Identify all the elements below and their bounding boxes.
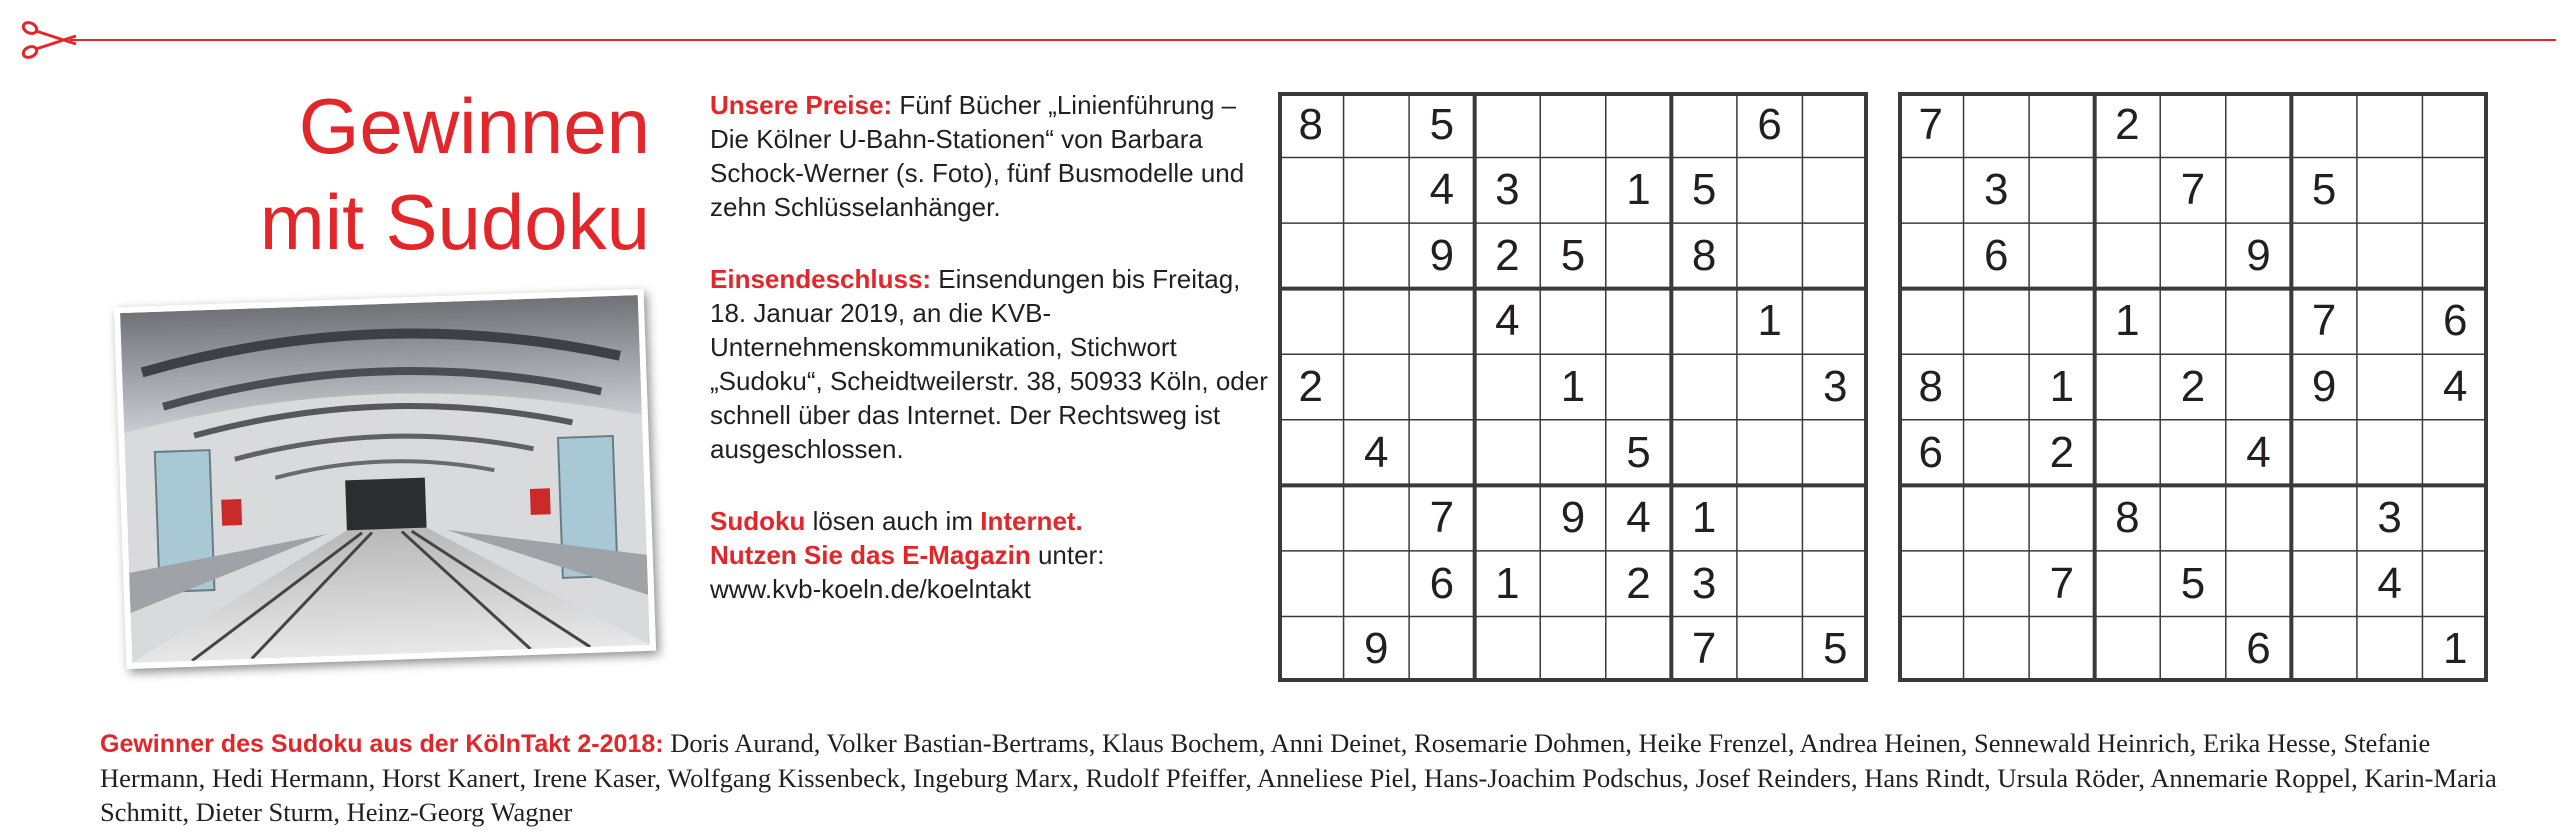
sudoku-cell[interactable]: 2 bbox=[2115, 99, 2140, 149]
sudoku-cell[interactable] bbox=[1737, 485, 1803, 551]
subway-station-image bbox=[120, 295, 650, 663]
sudoku-cell[interactable] bbox=[1802, 158, 1868, 224]
sudoku-cell[interactable]: 5 bbox=[1822, 624, 1848, 674]
sudoku-cell[interactable]: 2 bbox=[1495, 230, 1520, 280]
sudoku-cell[interactable] bbox=[2357, 158, 2423, 224]
sudoku-cell[interactable]: 3 bbox=[1691, 558, 1717, 608]
prizes-label: Unsere Preise: bbox=[710, 90, 893, 120]
sudoku-cell[interactable] bbox=[1344, 289, 1410, 355]
sudoku-cell[interactable]: 5 bbox=[2180, 558, 2206, 608]
sudoku-cell[interactable]: 1 bbox=[2049, 361, 2075, 411]
station-photo bbox=[114, 289, 656, 669]
sudoku-cell[interactable] bbox=[2422, 551, 2488, 617]
sudoku-cell[interactable] bbox=[1409, 616, 1475, 682]
sudoku-cell[interactable] bbox=[1802, 92, 1868, 158]
sudoku-cell[interactable] bbox=[1964, 616, 2030, 682]
sudoku-cell[interactable]: 4 bbox=[1429, 165, 1455, 215]
online-text-1: lösen auch im bbox=[805, 506, 981, 536]
online-internet-word: Internet. bbox=[980, 506, 1083, 536]
sudoku-cell[interactable] bbox=[1898, 289, 1964, 355]
sudoku-cell[interactable] bbox=[1540, 616, 1606, 682]
info-text bbox=[710, 88, 1270, 644]
sudoku-cell[interactable] bbox=[2357, 616, 2423, 682]
sudoku-cell[interactable] bbox=[1737, 420, 1803, 486]
sudoku-cell[interactable]: 2 bbox=[1298, 361, 1323, 411]
sudoku-cell[interactable] bbox=[1898, 223, 1964, 289]
sudoku-cell[interactable] bbox=[2291, 420, 2357, 486]
sudoku-cell[interactable] bbox=[1278, 485, 1344, 551]
sudoku-cell[interactable] bbox=[2095, 420, 2161, 486]
sudoku-cell[interactable] bbox=[2160, 289, 2226, 355]
sudoku-cell[interactable] bbox=[2029, 289, 2095, 355]
sudoku-cell[interactable] bbox=[2226, 158, 2292, 224]
sudoku-cell[interactable] bbox=[2029, 616, 2095, 682]
sudoku-cell[interactable]: 5 bbox=[1560, 230, 1586, 280]
sudoku-cell[interactable]: 2 bbox=[1626, 558, 1651, 608]
sudoku-cell[interactable]: 7 bbox=[1429, 493, 1455, 543]
sudoku-cell[interactable]: 4 bbox=[2377, 558, 2402, 608]
deadline-paragraph bbox=[710, 262, 1270, 466]
sudoku-cell[interactable] bbox=[2160, 616, 2226, 682]
sudoku-cell[interactable] bbox=[1540, 92, 1606, 158]
sudoku-cell[interactable] bbox=[2160, 223, 2226, 289]
sudoku-cell[interactable]: 3 bbox=[2377, 493, 2402, 543]
sudoku-cell[interactable]: 2 bbox=[2049, 427, 2075, 477]
sudoku-cell[interactable]: 1 bbox=[1560, 361, 1586, 411]
sudoku-cell[interactable] bbox=[1540, 420, 1606, 486]
sudoku-cell[interactable]: 4 bbox=[1495, 296, 1520, 346]
sudoku-cell[interactable] bbox=[1898, 616, 1964, 682]
sudoku-cell[interactable]: 7 bbox=[2049, 558, 2075, 608]
scissors-icon bbox=[18, 14, 78, 64]
deadline-text: Einsendungen bis Freitag, 18. Januar 2019, an die KVB-Unternehmenskommunikation, Stichwort „Sudoku“, Scheidtweilerstr. 38, 50933 Köln, oder schnell über das Internet. Der Rechtsweg ist ausgeschlossen. bbox=[710, 264, 1268, 464]
sudoku-cell[interactable] bbox=[2357, 92, 2423, 158]
sudoku-cell[interactable]: 6 bbox=[2442, 296, 2468, 346]
sudoku-cell[interactable]: 5 bbox=[1429, 99, 1455, 149]
sudoku-cell[interactable] bbox=[1737, 616, 1803, 682]
sudoku-cell[interactable]: 1 bbox=[1691, 493, 1717, 543]
sudoku-cell[interactable] bbox=[1475, 485, 1541, 551]
winners-label: Gewinner des Sudoku aus der KölnTakt 2-2018: bbox=[100, 730, 664, 758]
sudoku-cell[interactable]: 7 bbox=[1918, 99, 1943, 149]
sudoku-cell[interactable]: 5 bbox=[2311, 165, 2337, 215]
sudoku-cell[interactable] bbox=[2029, 223, 2095, 289]
sudoku-cell[interactable] bbox=[2291, 92, 2357, 158]
sudoku-grid-2 bbox=[1898, 92, 2488, 682]
sudoku-cell[interactable] bbox=[1802, 420, 1868, 486]
sudoku-cell[interactable] bbox=[1475, 354, 1541, 420]
sudoku-cell[interactable] bbox=[1737, 551, 1803, 617]
sudoku-cell[interactable] bbox=[1964, 485, 2030, 551]
sudoku-cell[interactable] bbox=[1671, 354, 1737, 420]
sudoku-cell[interactable] bbox=[1344, 485, 1410, 551]
sudoku-cell[interactable] bbox=[1475, 92, 1541, 158]
sudoku-cell[interactable] bbox=[2226, 354, 2292, 420]
sudoku-cell[interactable]: 7 bbox=[2311, 296, 2337, 346]
sudoku-cell[interactable] bbox=[1278, 551, 1344, 617]
sudoku-cell[interactable] bbox=[2029, 158, 2095, 224]
sudoku-cell[interactable]: 8 bbox=[2115, 493, 2140, 543]
sudoku-cell[interactable] bbox=[1671, 289, 1737, 355]
sudoku-cell[interactable] bbox=[1344, 223, 1410, 289]
sudoku-cell[interactable] bbox=[1964, 354, 2030, 420]
sudoku-cell[interactable] bbox=[2422, 485, 2488, 551]
sudoku-cell[interactable]: 3 bbox=[1495, 165, 1520, 215]
sudoku-cell[interactable] bbox=[1737, 223, 1803, 289]
sudoku-cell[interactable] bbox=[1344, 92, 1410, 158]
sudoku-cell[interactable] bbox=[1802, 551, 1868, 617]
sudoku-cell[interactable] bbox=[2226, 551, 2292, 617]
sudoku-cell[interactable] bbox=[2095, 354, 2161, 420]
sudoku-cell[interactable]: 4 bbox=[1626, 493, 1651, 543]
headline-line-2: mit Sudoku bbox=[259, 178, 650, 266]
sudoku-cell[interactable]: 1 bbox=[2442, 624, 2468, 674]
sudoku-cell[interactable] bbox=[2422, 92, 2488, 158]
sudoku-cell[interactable] bbox=[1898, 158, 1964, 224]
sudoku-cell[interactable]: 6 bbox=[1429, 558, 1455, 608]
sudoku-cell[interactable] bbox=[1278, 420, 1344, 486]
sudoku-cell[interactable] bbox=[1278, 289, 1344, 355]
sudoku-cell[interactable] bbox=[2095, 616, 2161, 682]
sudoku-cell[interactable]: 2 bbox=[2180, 361, 2206, 411]
sudoku-cell[interactable] bbox=[1409, 354, 1475, 420]
sudoku-cell[interactable] bbox=[2029, 485, 2095, 551]
sudoku-cell[interactable] bbox=[1344, 158, 1410, 224]
sudoku-cell[interactable] bbox=[2095, 551, 2161, 617]
sudoku-cell[interactable] bbox=[1344, 551, 1410, 617]
sudoku-cell[interactable] bbox=[2160, 92, 2226, 158]
sudoku-cell[interactable] bbox=[2095, 223, 2161, 289]
sudoku-cell[interactable] bbox=[1278, 616, 1344, 682]
sudoku-cell[interactable]: 7 bbox=[2180, 165, 2206, 215]
deadline-label: Einsendeschluss: bbox=[710, 264, 932, 294]
sudoku-cell[interactable] bbox=[1964, 289, 2030, 355]
sudoku-cell[interactable]: 3 bbox=[1822, 361, 1848, 411]
sudoku-cell[interactable]: 8 bbox=[1918, 361, 1943, 411]
winners-names: Doris Aurand, Volker Bastian-Bertrams, Klaus Bochem, Anni Deinet, Rosemarie Dohmen, Heike Frenzel, Andrea Heinen, Sennewald Heinrich, Erika Hesse, Stefanie Hermann, Hedi Hermann, Horst Kanert, Irene Kaser, Wolfgang Kissenbeck, Ingeburg Marx, Rudolf Pfeiffer, Anneliese Piel, Hans-Joachim Podschus, Josef Reinders, Hans Rindt, Ursula Röder, Annemarie Roppel, Karin-Maria Schmitt, Dieter Sturm, Heinz-Georg Wagner bbox=[100, 728, 2497, 827]
sudoku-cell[interactable]: 4 bbox=[1364, 427, 1389, 477]
prizes-text: Fünf Bücher „Linienführung – Die Kölner U-Bahn-Stationen“ von Barbara Schock-Werner (s. Foto), fünf Busmodelle und zehn Schlüsselanhänger. bbox=[710, 90, 1245, 222]
sudoku-cell[interactable] bbox=[1344, 354, 1410, 420]
sudoku-cell[interactable]: 9 bbox=[1429, 230, 1455, 280]
sudoku-cell[interactable]: 9 bbox=[2246, 230, 2271, 280]
sudoku-cell[interactable]: 7 bbox=[1691, 624, 1717, 674]
sudoku-cell[interactable]: 5 bbox=[1691, 165, 1717, 215]
sudoku-cell[interactable] bbox=[1278, 223, 1344, 289]
sudoku-cell[interactable]: 3 bbox=[1984, 165, 2009, 215]
sudoku-cell[interactable] bbox=[1898, 485, 1964, 551]
sudoku-cell[interactable]: 1 bbox=[1495, 558, 1520, 608]
sudoku-cell[interactable] bbox=[2291, 551, 2357, 617]
headline bbox=[150, 78, 650, 270]
sudoku-cell[interactable]: 9 bbox=[2311, 361, 2337, 411]
sudoku-cell[interactable] bbox=[2291, 616, 2357, 682]
sudoku-cell[interactable] bbox=[1606, 223, 1672, 289]
sudoku-cell[interactable] bbox=[1606, 616, 1672, 682]
headline-line-1: Gewinnen bbox=[298, 82, 650, 170]
sudoku-cell[interactable] bbox=[2357, 223, 2423, 289]
sudoku-cell[interactable] bbox=[1606, 289, 1672, 355]
sudoku-cell[interactable] bbox=[2226, 485, 2292, 551]
sudoku-cell[interactable] bbox=[2160, 420, 2226, 486]
sudoku-cell[interactable] bbox=[1802, 223, 1868, 289]
sudoku-cell[interactable] bbox=[1964, 551, 2030, 617]
sudoku-cell[interactable] bbox=[2291, 223, 2357, 289]
online-text-2: unter: bbox=[1030, 540, 1105, 570]
sudoku-cell[interactable] bbox=[2095, 158, 2161, 224]
sudoku-cell[interactable] bbox=[2291, 485, 2357, 551]
sudoku-grid-1 bbox=[1278, 92, 1868, 682]
online-url[interactable]: www.kvb-koeln.de/koelntakt bbox=[710, 574, 1031, 604]
sudoku-cell[interactable] bbox=[2422, 223, 2488, 289]
sudoku-cell[interactable] bbox=[1802, 289, 1868, 355]
sudoku-cell[interactable] bbox=[2357, 420, 2423, 486]
sudoku-cell[interactable]: 9 bbox=[1364, 624, 1389, 674]
sudoku-cell[interactable] bbox=[1606, 354, 1672, 420]
sudoku-cell[interactable]: 5 bbox=[1626, 427, 1651, 477]
prizes-paragraph bbox=[710, 88, 1270, 224]
sudoku-cell[interactable] bbox=[2029, 92, 2095, 158]
sudoku-cell[interactable] bbox=[1409, 420, 1475, 486]
sudoku-cell[interactable] bbox=[1475, 420, 1541, 486]
sudoku-cell[interactable]: 8 bbox=[1298, 99, 1323, 149]
sudoku-cell[interactable]: 6 bbox=[1757, 99, 1782, 149]
sudoku-cell[interactable]: 4 bbox=[2246, 427, 2271, 477]
sudoku-cell[interactable] bbox=[1409, 289, 1475, 355]
sudoku-cell[interactable] bbox=[1737, 354, 1803, 420]
winners-text bbox=[100, 726, 2520, 829]
sudoku-cell[interactable]: 1 bbox=[1626, 165, 1651, 215]
sudoku-cell[interactable]: 9 bbox=[1560, 493, 1586, 543]
online-emagazin: Nutzen Sie das E-Magazin bbox=[710, 540, 1031, 570]
sudoku-cell[interactable] bbox=[1898, 551, 1964, 617]
sudoku-cell[interactable]: 8 bbox=[1691, 230, 1717, 280]
sudoku-cell[interactable] bbox=[2422, 420, 2488, 486]
sudoku-cell[interactable] bbox=[1475, 616, 1541, 682]
online-paragraph bbox=[710, 504, 1270, 606]
sudoku-cell[interactable] bbox=[1540, 551, 1606, 617]
sudoku-cell[interactable] bbox=[2422, 158, 2488, 224]
sudoku-cell[interactable] bbox=[1540, 289, 1606, 355]
sudoku-cell[interactable] bbox=[1964, 92, 2030, 158]
sudoku-cell[interactable] bbox=[2357, 289, 2423, 355]
sudoku-cell[interactable]: 6 bbox=[1984, 230, 2009, 280]
sudoku-cell[interactable] bbox=[1540, 158, 1606, 224]
sudoku-cell[interactable] bbox=[2226, 92, 2292, 158]
sudoku-cell[interactable]: 1 bbox=[1757, 296, 1782, 346]
sudoku-cell[interactable] bbox=[1737, 158, 1803, 224]
sudoku-cell[interactable] bbox=[2160, 485, 2226, 551]
sudoku-cell[interactable] bbox=[2357, 354, 2423, 420]
cut-line bbox=[70, 39, 2556, 41]
sudoku-cell[interactable] bbox=[1671, 420, 1737, 486]
sudoku-cell[interactable] bbox=[1671, 92, 1737, 158]
online-sudoku-word: Sudoku bbox=[710, 506, 806, 536]
sudoku-cell[interactable] bbox=[2226, 289, 2292, 355]
sudoku-cell[interactable]: 1 bbox=[2115, 296, 2140, 346]
sudoku-cell[interactable] bbox=[1802, 485, 1868, 551]
sudoku-cell[interactable] bbox=[1606, 92, 1672, 158]
sudoku-cell[interactable] bbox=[1278, 158, 1344, 224]
sudoku-cell[interactable]: 6 bbox=[1918, 427, 1943, 477]
sudoku-cell[interactable]: 6 bbox=[2246, 624, 2271, 674]
sudoku-cell[interactable] bbox=[1964, 420, 2030, 486]
sudoku-cell[interactable]: 4 bbox=[2442, 361, 2468, 411]
